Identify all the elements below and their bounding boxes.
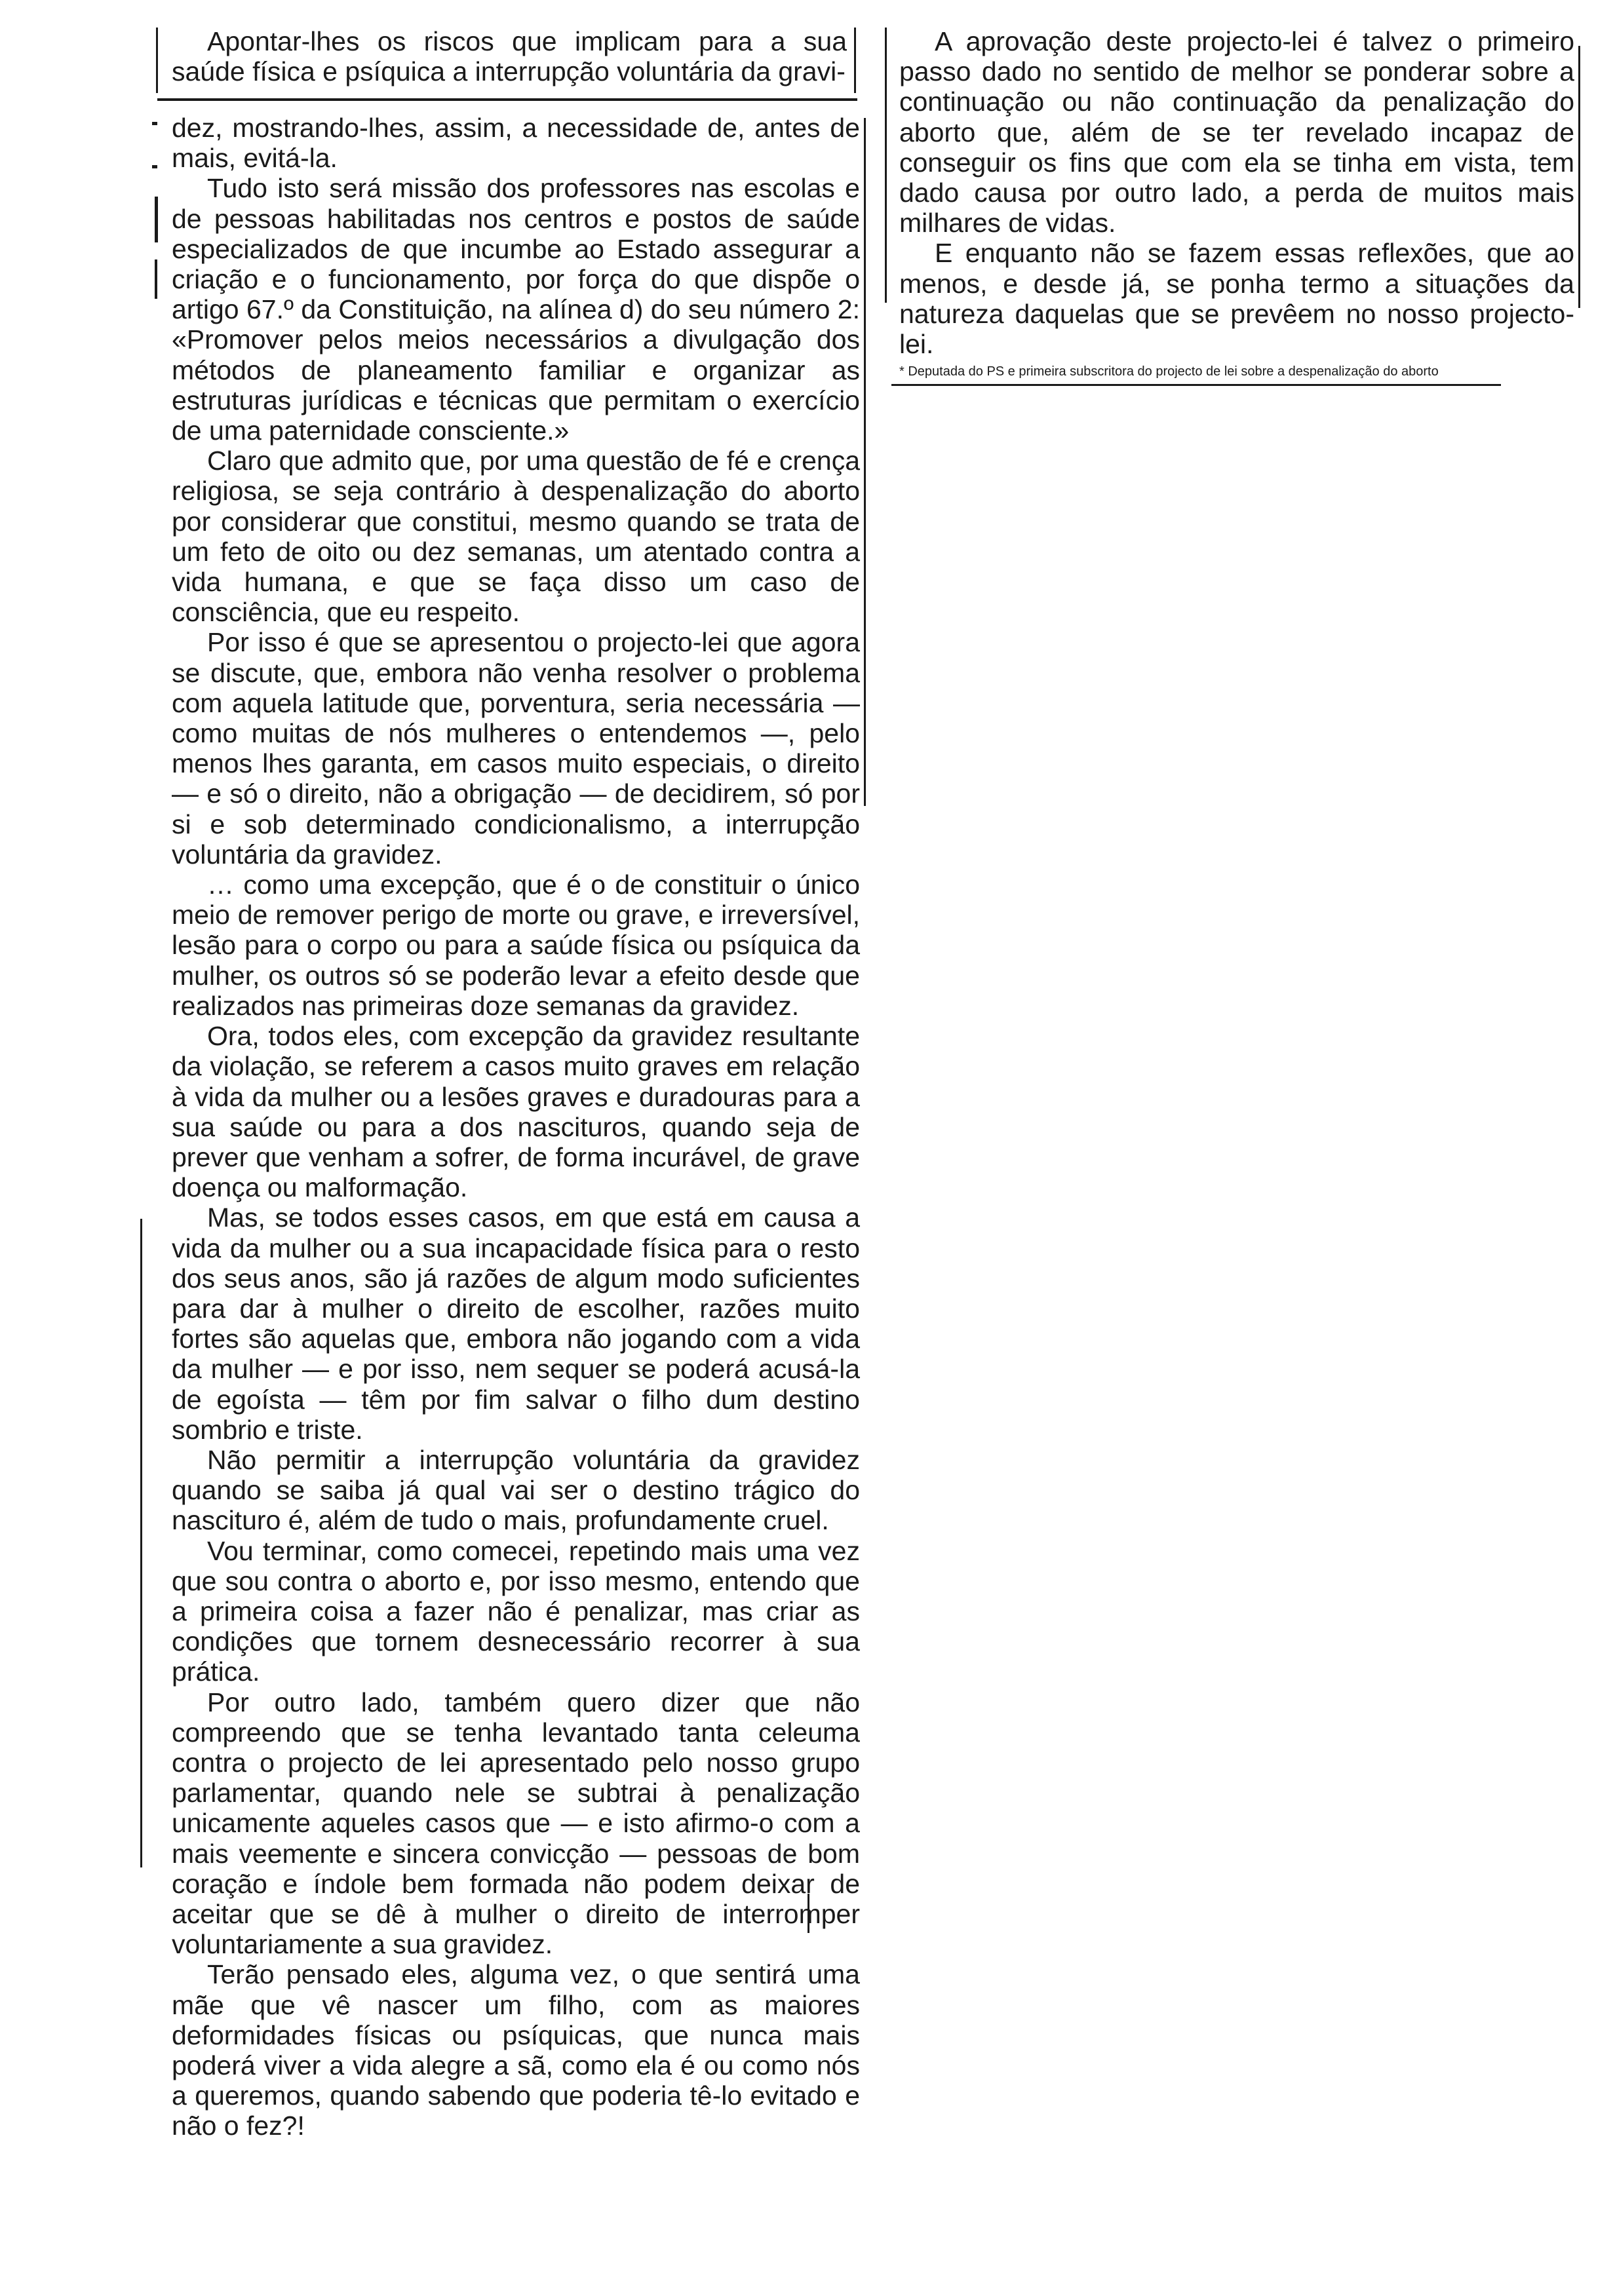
margin-mark — [152, 165, 157, 168]
footnote: * Deputada do PS e primeira subscritora do projecto de lei sobre a despenalização do aborto — [899, 364, 1439, 379]
column-rule-right-inner — [885, 28, 887, 303]
right-column — [899, 26, 1574, 379]
column-rule-left-top — [156, 28, 158, 93]
paragraph: dez, mostrando-lhes, assim, a necessidade de, antes de mais, evitá-la. — [172, 113, 860, 174]
paragraph: Não permitir a interrupção voluntária da gravidez quando se saiba já qual vai ser o destino trágico do nascituro é, além de tudo o mais, profundamente cruel. — [172, 1444, 860, 1536]
horizontal-rule-top-left — [157, 98, 857, 101]
paragraph: Vou terminar, como comecei, repetindo mais uma vez que sou contra o aborto e, por isso mesmo, entendo que a primeira coisa a fazer não é penalizar, mas criar as condições que tornem desnecessário recorrer à sua prática. — [172, 1535, 860, 1687]
paragraph: Por outro lado, também quero dizer que não compreendo que se tenha levantado tanta celeuma contra o projecto de lei apresentado pelo nosso grupo parlamentar, quando nele se subtrai à penalização unicamente aqueles casos que — e isto afirmo-o com a mais veemente e sincera convicção — pessoas de bom coração e índole bem formada não podem deixar de aceitar que se dê à mulher o direito de interromper voluntariamente a sua gravidez. — [172, 1687, 860, 1960]
paragraph: Claro que admito que, por uma questão de fé e crença religiosa, se seja contrário à despenalização do aborto por considerar que constitui, mesmo quando se trata de um feto de oito ou dez semanas, um atentado contra a vida humana, e que se faça disso um caso de consciência, que eu respeito. — [172, 446, 860, 628]
paragraph: E enquanto não se fazem essas reflexões, que ao menos, e desde já, se ponha termo a situações da natureza daquelas que se prevêem no nosso projecto-lei. — [899, 238, 1574, 360]
column-rule-left — [140, 1219, 142, 1867]
horizontal-rule-right-bottom — [891, 384, 1501, 386]
paragraph: Tudo isto será missão dos professores nas escolas e de pessoas habilitadas nos centros e postos de saúde especializados de que incumbe ao Estado assegurar a criação e o funcionamento, por força do que dispõe o artigo 67.º da Constituição, na alínea d) do seu número 2: «Promover pelos meios necessários a divulgação dos métodos de planeamento familiar e organizar as estruturas jurídicas e técnicas que permitam o exercício de uma paternidade consciente.» — [172, 173, 860, 446]
left-column — [172, 113, 860, 2141]
paragraph: Apontar-lhes os riscos que implicam para a sua saúde física e psíquica a interrupção voluntária da gravi- — [172, 26, 847, 86]
paragraph: Por isso é que se apresentou o projecto-lei que agora se discute, que, embora não venha resolver o problema com aquela latitude que, porventura, seria necessária — como muitas de nós mulheres o entendemos —, pelo menos lhes garanta, em casos muito especiais, o direito — e só o direito, não a obrigação — de decidirem, só por si e sob determinado condicionalismo, a interrupção voluntária da gravidez. — [172, 627, 860, 870]
margin-mark — [155, 259, 157, 299]
paragraph: Mas, se todos esses casos, em que está em causa a vida da mulher ou a sua incapacidade física para o resto dos seus anos, são já razões de algum modo suficientes para dar à mulher o direito de escolher, razões muito fortes são aquelas que, embora não jogando com a vida da mulher — e por isso, nem sequer se poderá acusá-la de egoísta — têm por fim salvar o filho dum destino sombrio e triste. — [172, 1202, 860, 1445]
column-rule-mid-top — [854, 28, 856, 93]
margin-mark — [155, 197, 158, 242]
column-rule-mid — [864, 118, 866, 806]
paragraph: Ora, todos eles, com excepção da gravidez resultante da violação, se referem a casos muito graves em relação à vida da mulher ou a lesões graves e duradouras para a sua saúde ou para a dos nascituros, quando seja de prever que venham a sofrer, de forma incurável, de grave doença ou malformação. — [172, 1021, 860, 1203]
paragraph: A aprovação deste projecto-lei é talvez o primeiro passo dado no sentido de melhor se ponderar sobre a continuação ou não continuação da penalização do aborto que, além de se ter revelado incapaz de conseguir os fins que com ela se tinha em vista, tem dado causa por outro lado, a perda de muitos mais milhares de vidas. — [899, 26, 1574, 239]
top-continuation-text — [172, 26, 847, 86]
paragraph: … como uma excepção, que é o de constituir o único meio de remover perigo de morte ou grave, e irreversível, lesão para o corpo ou para a saúde física ou psíquica da mulher, os outros só se poderão levar a efeito desde que realizados nas primeiras doze semanas da gravidez. — [172, 870, 860, 1021]
paragraph: Terão pensado eles, alguma vez, o que sentirá uma mãe que vê nascer um filho, com as maiores deformidades físicas ou psíquicas, que nunca mais poderá viver a vida alegre a sã, como ela é ou como nós a queremos, quando sabendo que poderia tê-lo evitado e não o fez?! — [172, 1959, 860, 2141]
margin-mark — [152, 122, 157, 125]
column-rule-right-outer — [1578, 46, 1580, 308]
